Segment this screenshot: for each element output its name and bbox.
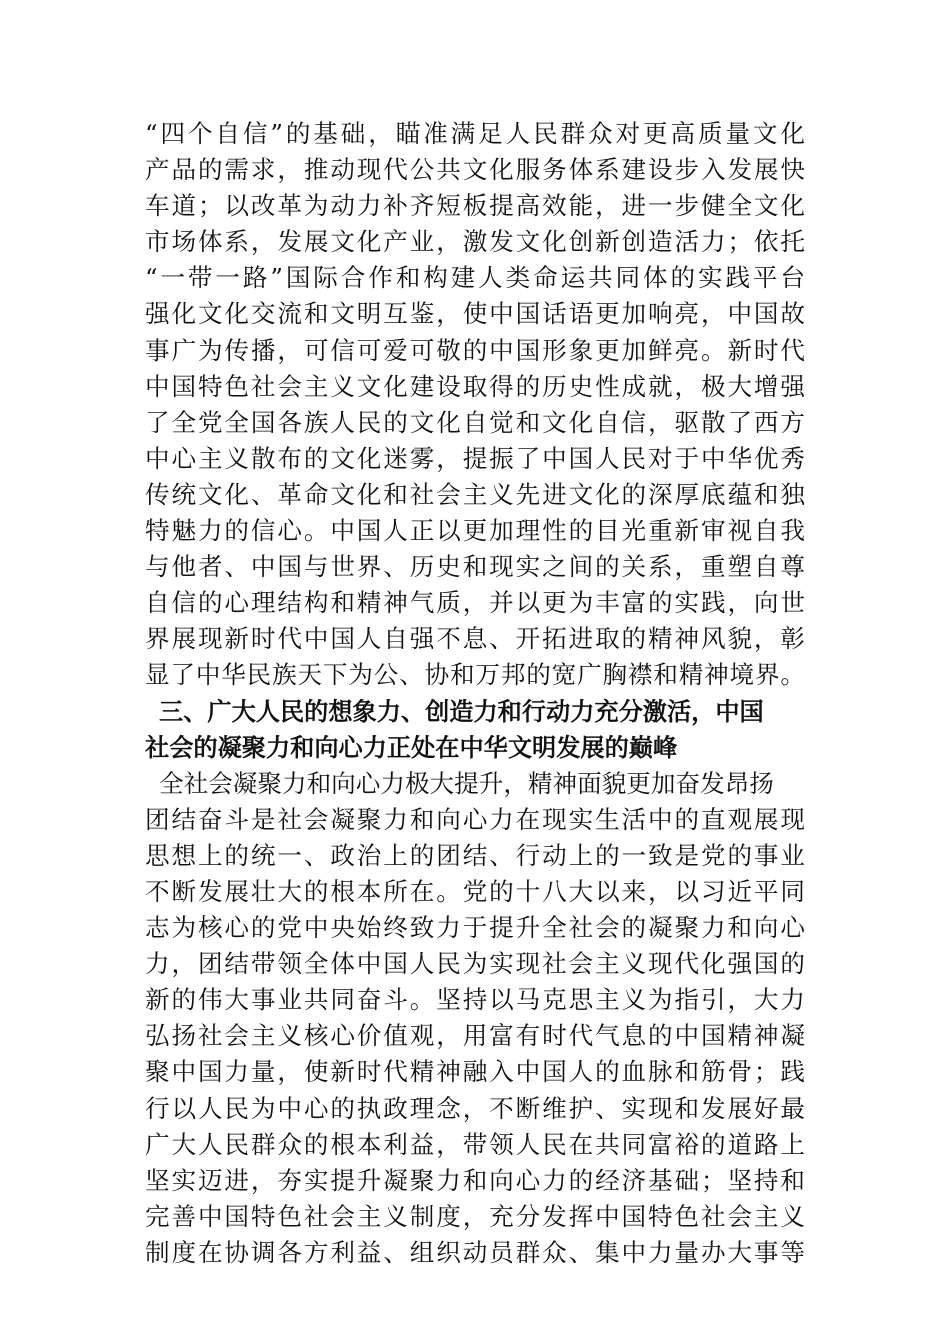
text-line: 与他者、中国与世界、历史和现实之间的关系，重塑自尊	[145, 552, 805, 582]
text-line: 新的伟大事业共同奋斗。坚持以马克思主义为指引，大力	[145, 985, 805, 1015]
paragraph-section-three	[145, 766, 805, 1271]
text-line: 行以人民为中心的执政理念，不断维护、实现和发展好最	[145, 1093, 805, 1123]
text-line: 特魅力的信心。中国人正以更加理性的目光重新审视自我	[145, 516, 805, 546]
text-line: 不断发展壮大的根本所在。党的十八大以来，以习近平同	[145, 876, 805, 906]
paragraph-continued	[145, 116, 805, 694]
text-line: “四个自信”的基础，瞄准满足人民群众对更高质量文化	[145, 119, 805, 148]
text-line: 事广为传播，可信可爱可敬的中国形象更加鲜亮。新时代	[145, 335, 805, 365]
text-line: 界展现新时代中国人自强不息、开拓进取的精神风貌，彰	[145, 624, 805, 654]
text-line: 显了中华民族天下为公、协和万邦的宽广胸襟和精神境界。	[145, 660, 805, 690]
text-line: 强化文化交流和文明互鉴，使中国话语更加响亮，中国故	[145, 299, 805, 329]
text-line: 自信的心理结构和精神气质，并以更为丰富的实践，向世	[145, 588, 805, 618]
text-line: “一带一路”国际合作和构建人类命运共同体的实践平台	[145, 263, 805, 293]
text-line: 广大人民群众的根本利益，带领人民在共同富裕的道路上	[145, 1129, 805, 1159]
text-line: 坚实迈进，夯实提升凝聚力和向心力的经济基础；坚持和	[145, 1165, 805, 1195]
text-line: 全社会凝聚力和向心力极大提升，精神面貌更加奋发昂扬	[159, 768, 774, 798]
text-line: 志为核心的党中央始终致力于提升全社会的凝聚力和向心	[145, 913, 805, 943]
heading-line: 社会的凝聚力和向心力正处在中华文明发展的巅峰	[145, 733, 678, 762]
text-line: 传统文化、革命文化和社会主义先进文化的深厚底蕴和独	[145, 479, 805, 509]
text-line: 中国特色社会主义文化建设取得的历史性成就，极大增强	[145, 371, 805, 401]
text-line: 制度在协调各方利益、组织动员群众、集中力量办大事等	[145, 1237, 805, 1267]
text-line: 思想上的统一、政治上的团结、行动上的一致是党的事业	[145, 840, 805, 870]
text-line: 聚中国力量，使新时代精神融入中国人的血脉和筋骨；践	[145, 1057, 805, 1087]
text-line: 完善中国特色社会主义制度，充分发挥中国特色社会主义	[145, 1201, 805, 1231]
text-line: 团结奋斗是社会凝聚力和向心力在现实生活中的直观展现	[145, 804, 805, 834]
text-line: 车道；以改革为动力补齐短板提高效能，进一步健全文化	[145, 191, 805, 221]
text-line: 弘扬社会主义核心价值观，用富有时代气息的中国精神凝	[145, 1021, 805, 1051]
section-heading	[145, 694, 805, 766]
text-line: 力，团结带领全体中国人民为实现社会主义现代化强国的	[145, 949, 805, 979]
document-page	[145, 116, 805, 1271]
heading-line: 三、广大人民的想象力、创造力和行动力充分激活，中国	[159, 697, 764, 726]
text-line: 产品的需求，推动现代公共文化服务体系建设步入发展快	[145, 155, 805, 185]
text-line: 市场体系，发展文化产业，激发文化创新创造活力；依托	[145, 227, 805, 257]
text-line: 中心主义散布的文化迷雾，提振了中国人民对于中华优秀	[145, 443, 805, 473]
text-line: 了全党全国各族人民的文化自觉和文化自信，驱散了西方	[145, 407, 805, 437]
